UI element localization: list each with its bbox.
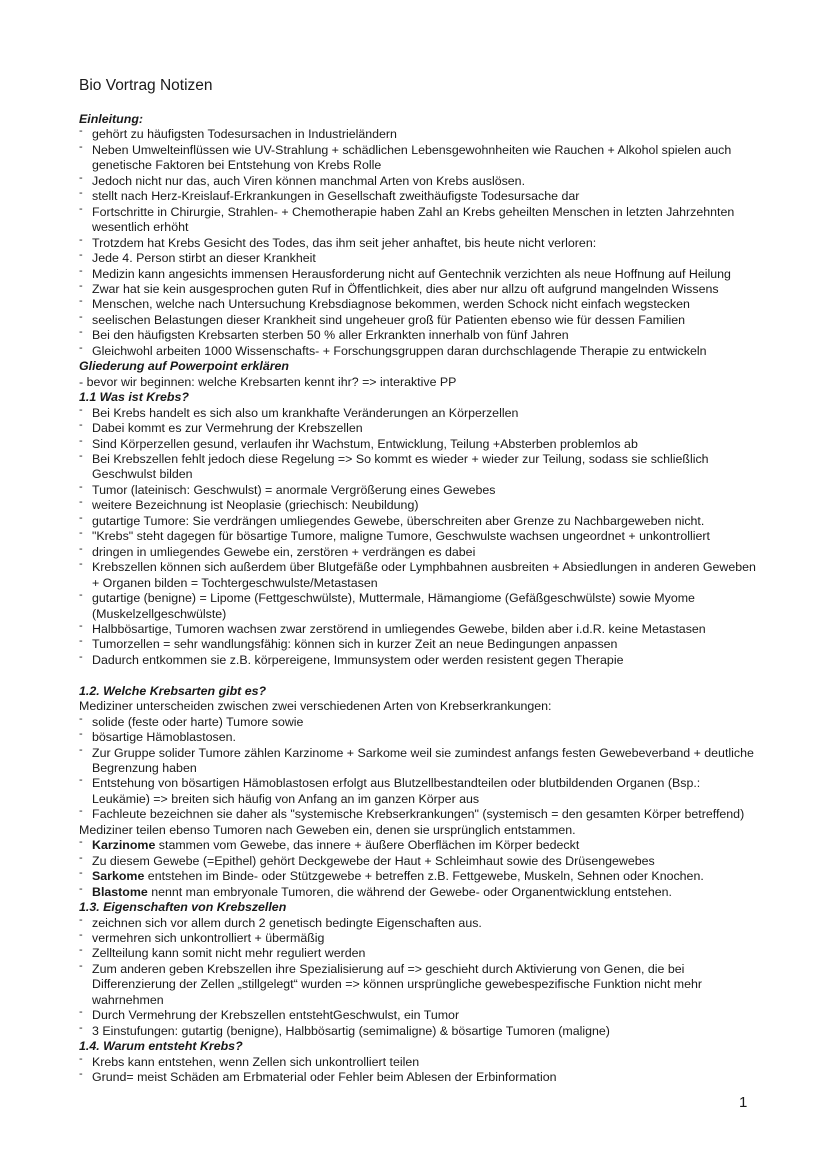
bullet-item — [79, 127, 759, 142]
dash-bullet-icon: - — [79, 419, 83, 432]
bullet-item — [79, 1008, 759, 1023]
bullet-item — [79, 946, 759, 961]
dash-bullet-icon: - — [79, 728, 83, 741]
bullet-item — [79, 807, 759, 822]
bullet-text: zeichnen sich vor allem durch 2 genetisch bedingte Eigenschaften aus. — [92, 915, 482, 930]
bullet-item — [79, 838, 759, 853]
bullet-text: nennt man embryonale Tumoren, die während der Gewebe- oder Organentwicklung entstehen. — [147, 884, 672, 899]
dash-bullet-icon: - — [79, 496, 83, 509]
dash-bullet-icon: - — [79, 882, 83, 895]
bullet-item — [79, 913, 759, 931]
bullet-item — [79, 529, 759, 544]
dash-bullet-icon: - — [79, 743, 83, 756]
bullet-text: Tumor (lateinisch: Geschwulst) = anormale Vergrößerung eines Gewebes — [92, 482, 496, 497]
dash-bullet-icon: - — [79, 913, 83, 926]
bullet-item — [79, 882, 759, 900]
bullet-item — [79, 264, 759, 282]
bullet-text: bösartige Hämoblastosen. — [92, 730, 236, 745]
bullet-text: Dabei kommt es zur Vermehrung der Krebszellen — [92, 421, 363, 436]
bullet-text: Fortschritte in Chirurgie, Strahlen- + Chemotherapie haben Zahl an Krebs geheilten Menschen in letzten Jahrzehnten wesentlich erhöht — [92, 204, 735, 235]
bullet-item — [79, 140, 759, 174]
dash-bullet-icon: - — [79, 511, 83, 524]
dash-bullet-icon: - — [79, 650, 83, 663]
bullet-item — [79, 712, 759, 730]
bullet-text: Krebszellen können sich außerdem über Blutgefäße oder Lymphbahnen ausbreiten + Absiedlungen in anderen Geweben + Organen bilden = Tochtergeschwulste/Metastasen — [92, 560, 756, 590]
dash-bullet-icon: - — [79, 1068, 83, 1081]
bullet-item — [79, 1021, 759, 1039]
bullet-text: Halbbösartige, Tumoren wachsen zwar zerstörend in umliegendes Gewebe, bilden aber i.d.R. keine Metastasen — [92, 621, 706, 636]
bullet-text: vermehren sich unkontrolliert + übermäßig — [92, 931, 325, 945]
bullet-item — [79, 511, 759, 529]
bullet-text: Dadurch entkommen sie z.B. körpereigene, Immunsystem oder werden resistent gegen Therapie — [92, 652, 624, 667]
bullet-item — [79, 650, 759, 668]
bullet-item — [79, 202, 759, 236]
dash-bullet-icon: - — [79, 635, 83, 648]
dash-bullet-icon: - — [79, 851, 83, 864]
bullet-item — [79, 403, 759, 421]
dash-bullet-icon: - — [79, 944, 83, 957]
bullet-text: stellt nach Herz-Kreislauf-Erkrankungen in Gesellschaft zweithäufigste Todesursache dar — [92, 189, 580, 204]
dash-bullet-icon: - — [79, 542, 83, 555]
bullet-item — [79, 776, 759, 807]
bullet-text: Medizin kann angesichts immensen Herausforderung nicht auf Gentechnik verzichten als neue Hoffnung auf Heilung — [92, 266, 731, 281]
bullet-item — [79, 1052, 759, 1070]
dash-bullet-icon: - — [79, 279, 83, 292]
bullet-text: seelischen Belastungen dieser Krankheit sind ungeheuer groß für Patienten ebenso wie für dessen Familien — [92, 312, 686, 327]
dash-bullet-icon: - — [79, 187, 83, 200]
dash-bullet-icon: - — [79, 434, 83, 447]
bullet-item — [79, 279, 759, 297]
bullet-text: Zu diesem Gewebe (=Epithel) gehört Deckgewebe der Haut + Schleimhaut sowie des Drüsengewebes — [92, 853, 655, 868]
bullet-item — [79, 869, 759, 884]
bullet-item — [79, 743, 759, 777]
bullet-item — [79, 619, 759, 637]
dash-bullet-icon: - — [79, 233, 83, 246]
dash-bullet-icon: - — [79, 310, 83, 323]
bullet-text: Krebs kann entstehen, wenn Zellen sich unkontrolliert teilen — [92, 1054, 420, 1069]
dash-bullet-icon: - — [79, 959, 83, 972]
bullet-text: Zwar hat sie kein ausgesprochen guten Ruf in Öffentlichkeit, dies aber nur allzu oft aufgrund mangelnden Wissens — [92, 281, 719, 296]
bullet-text: Bei Krebszellen fehlt jedoch diese Regelung => So kommt es wieder + wieder zur Teilung, sodass sie schließlich Geschwulst bilden — [92, 451, 709, 482]
bullet-item — [79, 251, 759, 266]
bullet-item — [79, 931, 759, 946]
bullet-item — [79, 297, 759, 312]
bullet-text: dringen in umliegendes Gewebe ein, zerstören + verdrängen es dabei — [92, 544, 476, 559]
bullet-text: gutartige Tumore: Sie verdrängen umliegendes Gewebe, überschreiten aber Grenze zu Nachbargeweben nicht. — [92, 513, 705, 528]
paragraph: Mediziner unterscheiden zwischen zwei verschiedenen Arten von Krebserkrankungen: — [79, 699, 552, 714]
bullet-item — [79, 498, 759, 513]
section-heading: Gliederung auf Powerpoint erklären — [79, 359, 289, 374]
dash-bullet-icon: - — [79, 867, 83, 880]
section-heading: 1.4. Warum entsteht Krebs? — [79, 1039, 243, 1054]
bullet-item — [79, 434, 759, 452]
dash-bullet-icon: - — [79, 619, 83, 632]
bullet-text: gutartige (benigne) = Lipome (Fettgeschwülste), Muttermale, Hämangiome (Gefäßgeschwülste) sowie Myome (Muskelzellgeschwülste) — [92, 591, 695, 621]
dash-bullet-icon: - — [79, 125, 83, 138]
bullet-text: Fachleute bezeichnen sie daher als "systemische Krebserkrankungen" (systemisch = den gesamten Körper betreffend) — [92, 807, 745, 822]
paragraph: - bevor wir beginnen: welche Krebsarten kennt ihr? => interaktive PP — [79, 374, 457, 389]
dash-bullet-icon: - — [79, 712, 83, 725]
bullet-text: Zum anderen geben Krebszellen ihre Spezialisierung auf => geschieht durch Aktivierung von Genen, die bei Differenzierung der Zellen „stillgelegt“ wurden => können ursprüngliche gewebespezifische Funktion nicht mehr wahrnehmen — [92, 961, 703, 1007]
dash-bullet-icon: - — [79, 140, 83, 153]
dash-bullet-icon: - — [79, 480, 83, 493]
bullet-text: solide (feste oder harte) Tumore sowie — [92, 714, 304, 729]
bullet-item — [79, 591, 759, 622]
dash-bullet-icon: - — [79, 1052, 83, 1065]
bullet-text: Bei den häufigsten Krebsarten sterben 50 % aller Erkrankten innerhalb von fünf Jahren — [92, 328, 569, 343]
page-number: 1 — [739, 1094, 748, 1111]
dash-bullet-icon: - — [79, 805, 83, 818]
dash-bullet-icon: - — [79, 558, 83, 571]
section-heading: 1.2. Welche Krebsarten gibt es? — [79, 683, 267, 698]
bullet-text: Zur Gruppe solider Tumore zählen Karzinome + Sarkome weil sie zumindest anfangs festen Gewebeverband + deutliche Begrenzung haben — [92, 745, 754, 776]
bullet-text: weitere Bezeichnung ist Neoplasie (griechisch: Neubildung) — [92, 498, 419, 513]
bullet-text: Sind Körperzellen gesund, verlaufen ihr Wachstum, Entwicklung, Teilung +Absterben problemlos ab — [92, 436, 638, 451]
bullet-text: "Krebs" steht dagegen für bösartige Tumore, maligne Tumore, Geschwulste wachsen ungeordnet + unkontrolliert — [92, 529, 711, 544]
bullet-text: Jedoch nicht nur das, auch Viren können manchmal Arten von Krebs auslösen. — [92, 173, 526, 188]
document-title: Bio Vortrag Notizen — [79, 77, 213, 94]
bullet-item — [79, 189, 759, 204]
bullet-item — [79, 1070, 759, 1085]
bullet-item — [79, 341, 759, 359]
bullet-item — [79, 542, 759, 560]
dash-bullet-icon: - — [79, 774, 83, 787]
bullet-text: Gleichwohl arbeiten 1000 Wissenschafts- + Forschungsgruppen daran durchschlagende Therapie zu entwickeln — [92, 343, 707, 358]
bold-term: Karzinome — [92, 838, 156, 853]
bullet-text: gehört zu häufigsten Todesursachen in Industrieländern — [92, 127, 397, 142]
bullet-text: Zellteilung kann somit nicht mehr reguliert werden — [92, 946, 366, 961]
bullet-item — [79, 637, 759, 652]
dash-bullet-icon: - — [79, 1021, 83, 1034]
dash-bullet-icon: - — [79, 1006, 83, 1019]
dash-bullet-icon: - — [79, 403, 83, 416]
bullet-item — [79, 480, 759, 498]
bullet-item — [79, 171, 759, 189]
bullet-item — [79, 421, 759, 436]
bullet-text: Bei Krebs handelt es sich also um krankhafte Veränderungen an Körperzellen — [92, 405, 519, 420]
bullet-text: Entstehung von bösartigen Hämoblastosen erfolgt aus Blutzellbestandteilen oder blutbildenden Organen (Bsp.: Leukämie) => breiten sich häufig von Anfang an im ganzen Körper aus — [92, 776, 701, 806]
dash-bullet-icon: - — [79, 171, 83, 184]
dash-bullet-icon: - — [79, 449, 83, 462]
bullet-item — [79, 851, 759, 869]
bullet-text: Trotzdem hat Krebs Gesicht des Todes, das ihm seit jeher anhaftet, bis heute nicht verloren: — [92, 235, 597, 250]
bullet-text: 3 Einstufungen: gutartig (benigne), Halbbösartig (semimaligne) & bösartige Tumoren (maligne) — [92, 1023, 610, 1038]
bullet-item — [79, 959, 759, 1008]
bullet-text: Neben Umwelteinflüssen wie UV-Strahlung + schädlichen Lebensgewohnheiten wie Rauchen + Alkohol spielen auch genetische Faktoren bei Entstehung von Krebs Rolle — [92, 142, 732, 173]
dash-bullet-icon: - — [79, 836, 83, 849]
dash-bullet-icon: - — [79, 341, 83, 354]
section-heading: Einleitung: — [79, 112, 144, 126]
bullet-text: stammen vom Gewebe, das innere + äußere Oberflächen im Körper bedeckt — [155, 838, 580, 853]
paragraph: Mediziner teilen ebenso Tumoren nach Geweben ein, denen sie ursprünglich entstammen. — [79, 822, 576, 837]
bullet-item — [79, 449, 759, 483]
dash-bullet-icon: - — [79, 264, 83, 277]
bullet-item — [79, 730, 759, 745]
section-heading: 1.1 Was ist Krebs? — [79, 390, 189, 405]
dash-bullet-icon: - — [79, 202, 83, 215]
dash-bullet-icon: - — [79, 295, 83, 308]
document-page — [79, 76, 759, 1086]
document-body — [79, 112, 759, 1086]
dash-bullet-icon: - — [79, 249, 83, 262]
bullet-text: Menschen, welche nach Untersuchung Krebsdiagnose bekommen, werden Schock nicht einfach wegstecken — [92, 297, 690, 312]
section-heading: 1.3. Eigenschaften von Krebszellen — [79, 900, 287, 915]
bullet-text: Durch Vermehrung der Krebszellen entstehtGeschwulst, ein Tumor — [92, 1008, 460, 1023]
bullet-text: entstehen im Binde- oder Stützgewebe + betreffen z.B. Fettgewebe, Muskeln, Sehnen oder Knochen. — [144, 869, 704, 884]
dash-bullet-icon: - — [79, 326, 83, 339]
bullet-item — [79, 310, 759, 328]
dash-bullet-icon: - — [79, 527, 83, 540]
bullet-text: Jede 4. Person stirbt an dieser Krankheit — [92, 251, 316, 266]
bullet-text: Tumorzellen = sehr wandlungsfähig: können sich in kurzer Zeit an neue Bedingungen anpassen — [92, 637, 618, 652]
dash-bullet-icon: - — [79, 929, 83, 941]
bullet-item — [79, 328, 759, 343]
bold-term: Sarkome — [92, 869, 145, 884]
bullet-item — [79, 233, 759, 251]
bullet-item — [79, 560, 759, 591]
bullet-text: Grund= meist Schäden am Erbmaterial oder Fehler beim Ablesen der Erbinformation — [92, 1070, 557, 1085]
dash-bullet-icon: - — [79, 589, 83, 602]
bold-term: Blastome — [92, 884, 148, 899]
spacer — [79, 668, 759, 683]
